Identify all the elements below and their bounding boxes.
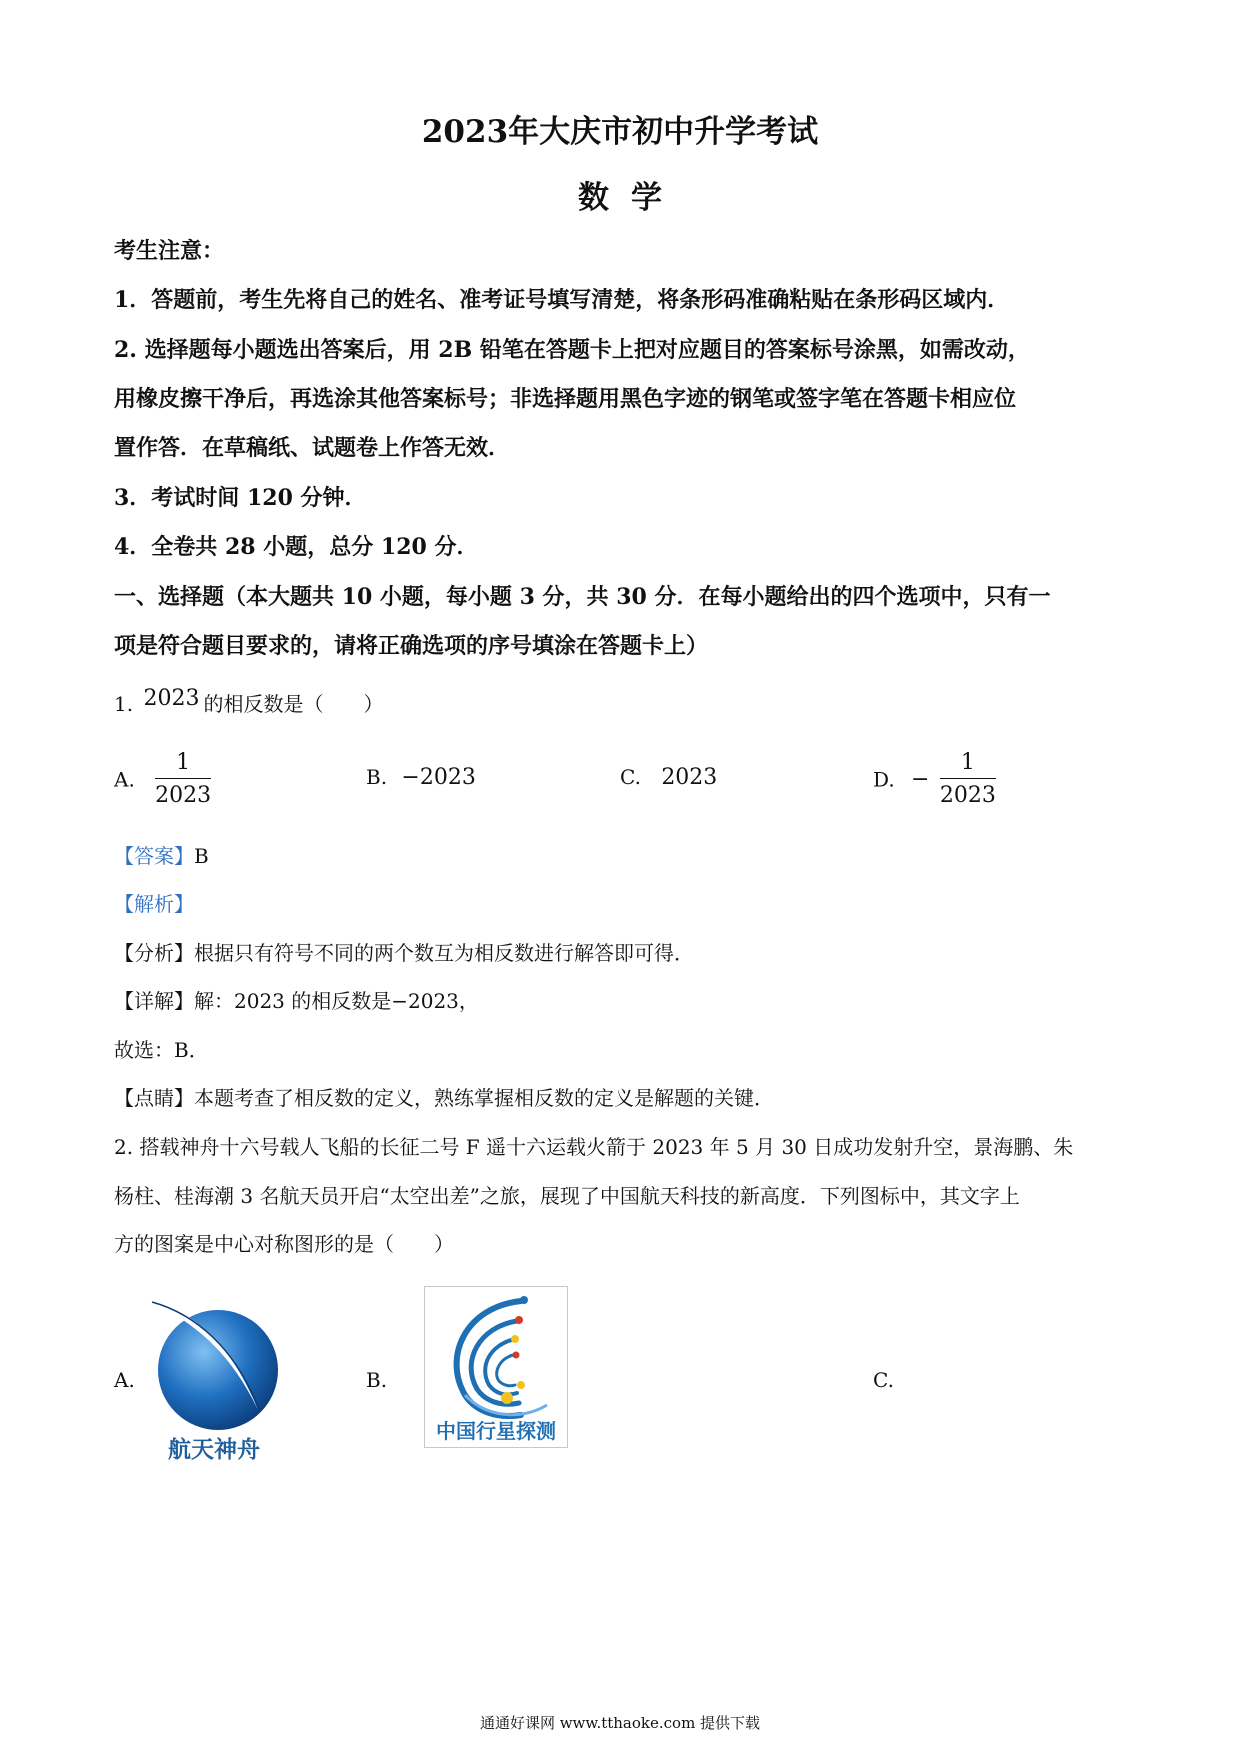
detail-line xyxy=(114,985,479,1014)
option-d xyxy=(873,752,996,807)
minus-sign: − xyxy=(911,767,930,792)
page-footer: 通通好课网 www.tthaoke.com 提供下载 xyxy=(479,1714,761,1732)
analysis-tag: 【解析】 xyxy=(114,892,194,916)
logo-caption: 中国行星探测 xyxy=(436,1419,556,1443)
question-2-line: 2. 搭载神舟十六号载人飞船的长征二号 F 遥十六运载火箭于 2023 年 5 月 30 日成功发射升空，景海鹏、朱 xyxy=(114,1135,1074,1159)
fenxi-line xyxy=(114,937,694,966)
option-label: C. xyxy=(620,765,641,789)
question-1 xyxy=(114,688,383,717)
fenxi-tag: 【分析】 xyxy=(114,941,194,965)
option-value: 2023 xyxy=(661,765,718,790)
fraction xyxy=(940,752,996,807)
choose-line: 故选：B． xyxy=(114,1038,209,1062)
dianjing-text: 本题考查了相反数的定义，熟练掌握相反数的定义是解题的关键． xyxy=(194,1086,774,1110)
section-heading: 一、选择题（本大题共 10 小题，每小题 3 分，共 30 分．在每小题给出的四个选项中，只有一 xyxy=(114,584,1051,610)
detail-text: 解：2023 的相反数是−2023， xyxy=(194,989,479,1013)
planet-exploration-logo xyxy=(424,1286,568,1448)
option-label: B. xyxy=(366,765,388,789)
notice-heading: 考生注意： xyxy=(114,238,225,264)
logo-caption: 航天神舟 xyxy=(168,1437,260,1463)
notice-line: 置作答．在草稿纸、试题卷上作答无效． xyxy=(114,435,511,461)
notice-line: 2. 选择题每小题选出答案后，用 2B 铅笔在答题卡上把对应题目的答案标号涂黑，如需改动， xyxy=(114,337,1030,363)
subject-title: 数学 xyxy=(578,180,684,216)
notice-line: 3．考试时间 120 分钟． xyxy=(114,485,367,511)
option-label-b: B. xyxy=(366,1368,388,1392)
option-c xyxy=(620,765,717,790)
dianjing-tag: 【点睛】 xyxy=(114,1086,194,1110)
analysis-line xyxy=(114,888,194,917)
answer-tag: 【答案】 xyxy=(114,844,194,868)
option-b xyxy=(366,765,476,790)
notice-line: 4．全卷共 28 小题，总分 120 分． xyxy=(114,534,479,560)
option-label: A. xyxy=(114,767,135,792)
detail-tag: 【详解】 xyxy=(114,989,194,1013)
planet-exploration-emblem-icon xyxy=(425,1287,567,1447)
shenzhou-logo xyxy=(150,1300,280,1465)
fenxi-text: 根据只有符号不同的两个数互为相反数进行解答即可得． xyxy=(194,941,694,965)
question-value: 2023 xyxy=(143,686,200,711)
option-label-a: A. xyxy=(114,1368,135,1392)
dianjing-line xyxy=(114,1082,774,1111)
question-2-line: 方的图案是中心对称图形的是（ ） xyxy=(114,1232,454,1256)
option-label: D. xyxy=(873,767,895,792)
answer-line xyxy=(114,840,209,869)
fraction xyxy=(155,752,211,807)
option-label-c: C. xyxy=(873,1368,894,1392)
fraction-denominator: 2023 xyxy=(939,783,996,808)
option-value: −2023 xyxy=(401,765,476,790)
notice-line: 用橡皮擦干净后，再选涂其他答案标号；非选择题用黑色字迹的钢笔或签字笔在答题卡相应位 xyxy=(114,386,1017,412)
section-heading: 项是符合题目要求的，请将正确选项的序号填涂在答题卡上） xyxy=(114,633,709,659)
fraction-denominator: 2023 xyxy=(155,783,212,808)
fraction-numerator: 1 xyxy=(155,752,211,779)
question-number: 1. xyxy=(114,692,134,716)
exam-title: 2023年大庆市初中升学考试 xyxy=(421,114,819,150)
question-text: 的相反数是（ ） xyxy=(203,692,384,716)
question-2-line: 杨柱、桂海潮 3 名航天员开启“太空出差”之旅，展现了中国航天科技的新高度．下列图标中，其文字上 xyxy=(114,1184,1020,1208)
option-a xyxy=(114,752,211,807)
shenzhou-emblem-icon xyxy=(150,1300,280,1465)
notice-line: 1．答题前，考生先将自己的姓名、准考证号填写清楚，将条形码准确粘贴在条形码区域内． xyxy=(114,287,1010,313)
answer-value: B xyxy=(194,844,209,868)
fraction-numerator: 1 xyxy=(940,752,996,779)
